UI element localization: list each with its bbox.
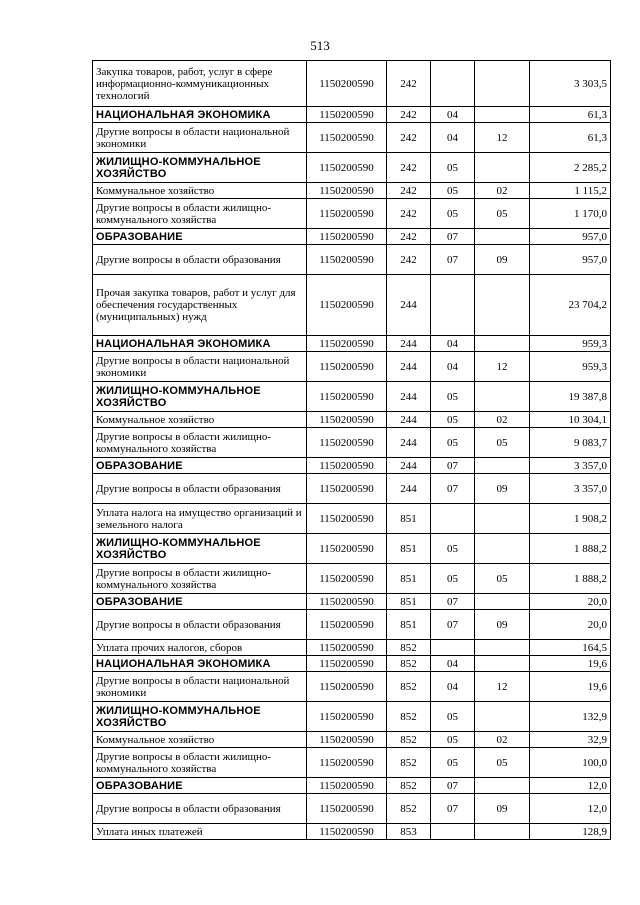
row-csr-cell: 1150200590 xyxy=(307,534,387,564)
row-csr-cell: 1150200590 xyxy=(307,428,387,458)
row-csr-cell: 1150200590 xyxy=(307,748,387,778)
row-name-cell: Уплата иных платежей xyxy=(93,824,307,840)
row-csr-cell: 1150200590 xyxy=(307,245,387,275)
row-pr-cell: 02 xyxy=(475,732,530,748)
row-rz-cell: 04 xyxy=(431,352,475,382)
row-pr-cell xyxy=(475,61,530,107)
row-csr-cell: 1150200590 xyxy=(307,672,387,702)
row-csr-cell: 1150200590 xyxy=(307,824,387,840)
row-csr-cell: 1150200590 xyxy=(307,794,387,824)
row-csr-cell: 1150200590 xyxy=(307,183,387,199)
row-vr-cell: 852 xyxy=(387,778,431,794)
table-row xyxy=(93,275,611,336)
row-rz-cell: 05 xyxy=(431,382,475,412)
row-pr-cell: 02 xyxy=(475,183,530,199)
row-vr-cell: 244 xyxy=(387,474,431,504)
row-rz-cell: 05 xyxy=(431,564,475,594)
row-csr-cell: 1150200590 xyxy=(307,123,387,153)
row-csr-cell: 1150200590 xyxy=(307,656,387,672)
row-rz-cell: 07 xyxy=(431,474,475,504)
table-row xyxy=(93,428,611,458)
row-name-cell: Другие вопросы в области образования xyxy=(93,794,307,824)
row-rz-cell: 04 xyxy=(431,656,475,672)
row-rz-cell: 05 xyxy=(431,748,475,778)
row-amount-cell: 1 888,2 xyxy=(530,564,611,594)
row-csr-cell: 1150200590 xyxy=(307,702,387,732)
row-pr-cell: 09 xyxy=(475,794,530,824)
row-pr-cell xyxy=(475,336,530,352)
row-csr-cell: 1150200590 xyxy=(307,382,387,412)
table-row xyxy=(93,229,611,245)
table-row xyxy=(93,382,611,412)
row-vr-cell: 244 xyxy=(387,458,431,474)
row-pr-cell xyxy=(475,640,530,656)
table-row xyxy=(93,594,611,610)
table-row xyxy=(93,199,611,229)
row-amount-cell: 12,0 xyxy=(530,778,611,794)
page-number: 513 xyxy=(310,38,330,53)
row-rz-cell: 05 xyxy=(431,199,475,229)
row-pr-cell: 05 xyxy=(475,564,530,594)
row-amount-cell: 959,3 xyxy=(530,336,611,352)
row-vr-cell: 242 xyxy=(387,153,431,183)
row-vr-cell: 244 xyxy=(387,412,431,428)
row-name-cell: Другие вопросы в области жилищно-коммунального хозяйства xyxy=(93,428,307,458)
row-amount-cell: 1 888,2 xyxy=(530,534,611,564)
row-pr-cell xyxy=(475,153,530,183)
row-vr-cell: 242 xyxy=(387,107,431,123)
row-amount-cell: 3 303,5 xyxy=(530,61,611,107)
row-rz-cell: 04 xyxy=(431,672,475,702)
table-row xyxy=(93,183,611,199)
row-rz-cell: 07 xyxy=(431,610,475,640)
row-csr-cell: 1150200590 xyxy=(307,153,387,183)
row-rz-cell: 07 xyxy=(431,245,475,275)
row-pr-cell xyxy=(475,229,530,245)
table-row xyxy=(93,794,611,824)
row-csr-cell: 1150200590 xyxy=(307,199,387,229)
row-amount-cell: 32,9 xyxy=(530,732,611,748)
row-pr-cell: 12 xyxy=(475,672,530,702)
row-pr-cell xyxy=(475,458,530,474)
row-rz-cell: 05 xyxy=(431,412,475,428)
row-amount-cell: 3 357,0 xyxy=(530,474,611,504)
row-vr-cell: 244 xyxy=(387,336,431,352)
table-row xyxy=(93,640,611,656)
row-vr-cell: 851 xyxy=(387,504,431,534)
row-vr-cell: 852 xyxy=(387,656,431,672)
row-name-cell: НАЦИОНАЛЬНАЯ ЭКОНОМИКА xyxy=(93,107,307,123)
table-row xyxy=(93,702,611,732)
row-rz-cell: 05 xyxy=(431,183,475,199)
row-amount-cell: 132,9 xyxy=(530,702,611,732)
row-vr-cell: 852 xyxy=(387,794,431,824)
row-name-cell: Другие вопросы в области образования xyxy=(93,474,307,504)
row-rz-cell: 05 xyxy=(431,428,475,458)
row-amount-cell: 1 170,0 xyxy=(530,199,611,229)
row-vr-cell: 851 xyxy=(387,534,431,564)
table-row xyxy=(93,504,611,534)
row-name-cell: Закупка товаров, работ, услуг в сфере информационно-коммуникационных технологий xyxy=(93,61,307,107)
row-name-cell: Коммунальное хозяйство xyxy=(93,732,307,748)
row-rz-cell: 05 xyxy=(431,534,475,564)
row-csr-cell: 1150200590 xyxy=(307,610,387,640)
row-pr-cell: 09 xyxy=(475,474,530,504)
row-name-cell: Уплата прочих налогов, сборов xyxy=(93,640,307,656)
row-name-cell: ОБРАЗОВАНИЕ xyxy=(93,778,307,794)
row-vr-cell: 852 xyxy=(387,748,431,778)
row-amount-cell: 9 083,7 xyxy=(530,428,611,458)
row-amount-cell: 100,0 xyxy=(530,748,611,778)
row-rz-cell: 05 xyxy=(431,153,475,183)
row-name-cell: ЖИЛИЩНО-КОММУНАЛЬНОЕ ХОЗЯЙСТВО xyxy=(93,702,307,732)
row-name-cell: ОБРАЗОВАНИЕ xyxy=(93,229,307,245)
row-pr-cell xyxy=(475,778,530,794)
row-rz-cell: 05 xyxy=(431,732,475,748)
table-row xyxy=(93,336,611,352)
row-rz-cell xyxy=(431,504,475,534)
row-vr-cell: 852 xyxy=(387,640,431,656)
row-pr-cell xyxy=(475,594,530,610)
table-row xyxy=(93,672,611,702)
row-pr-cell: 02 xyxy=(475,412,530,428)
row-pr-cell: 05 xyxy=(475,428,530,458)
table-row xyxy=(93,153,611,183)
row-amount-cell: 1 115,2 xyxy=(530,183,611,199)
row-amount-cell: 20,0 xyxy=(530,594,611,610)
table-row xyxy=(93,352,611,382)
row-name-cell: Другие вопросы в области национальной экономики xyxy=(93,123,307,153)
row-csr-cell: 1150200590 xyxy=(307,640,387,656)
row-vr-cell: 851 xyxy=(387,594,431,610)
table-body xyxy=(93,61,611,840)
row-rz-cell: 07 xyxy=(431,458,475,474)
row-pr-cell xyxy=(475,534,530,564)
row-pr-cell: 09 xyxy=(475,610,530,640)
table-row xyxy=(93,564,611,594)
row-name-cell: Другие вопросы в области образования xyxy=(93,245,307,275)
row-csr-cell: 1150200590 xyxy=(307,594,387,610)
row-rz-cell: 07 xyxy=(431,778,475,794)
table-row xyxy=(93,245,611,275)
row-rz-cell: 04 xyxy=(431,123,475,153)
row-rz-cell xyxy=(431,275,475,336)
row-rz-cell xyxy=(431,640,475,656)
row-pr-cell xyxy=(475,275,530,336)
table-row xyxy=(93,778,611,794)
table-row xyxy=(93,123,611,153)
row-name-cell: Уплата налога на имущество организаций и земельного налога xyxy=(93,504,307,534)
row-pr-cell: 05 xyxy=(475,748,530,778)
row-csr-cell: 1150200590 xyxy=(307,229,387,245)
row-amount-cell: 19,6 xyxy=(530,672,611,702)
row-vr-cell: 851 xyxy=(387,564,431,594)
row-amount-cell: 128,9 xyxy=(530,824,611,840)
row-rz-cell: 07 xyxy=(431,794,475,824)
row-amount-cell: 12,0 xyxy=(530,794,611,824)
row-pr-cell xyxy=(475,107,530,123)
row-csr-cell: 1150200590 xyxy=(307,504,387,534)
row-name-cell: Коммунальное хозяйство xyxy=(93,412,307,428)
row-name-cell: Другие вопросы в области национальной экономики xyxy=(93,672,307,702)
table-row xyxy=(93,656,611,672)
row-rz-cell xyxy=(431,61,475,107)
table-row xyxy=(93,534,611,564)
row-csr-cell: 1150200590 xyxy=(307,474,387,504)
row-name-cell: ОБРАЗОВАНИЕ xyxy=(93,594,307,610)
table-row xyxy=(93,61,611,107)
row-csr-cell: 1150200590 xyxy=(307,564,387,594)
row-amount-cell: 3 357,0 xyxy=(530,458,611,474)
row-amount-cell: 20,0 xyxy=(530,610,611,640)
row-vr-cell: 853 xyxy=(387,824,431,840)
table-row xyxy=(93,474,611,504)
row-name-cell: Другие вопросы в области образования xyxy=(93,610,307,640)
row-amount-cell: 164,5 xyxy=(530,640,611,656)
row-vr-cell: 242 xyxy=(387,245,431,275)
row-rz-cell: 07 xyxy=(431,229,475,245)
row-vr-cell: 852 xyxy=(387,732,431,748)
row-pr-cell: 05 xyxy=(475,199,530,229)
row-vr-cell: 244 xyxy=(387,275,431,336)
row-csr-cell: 1150200590 xyxy=(307,732,387,748)
row-name-cell: ОБРАЗОВАНИЕ xyxy=(93,458,307,474)
row-vr-cell: 242 xyxy=(387,229,431,245)
row-vr-cell: 244 xyxy=(387,428,431,458)
table-row xyxy=(93,412,611,428)
row-pr-cell: 12 xyxy=(475,123,530,153)
row-csr-cell: 1150200590 xyxy=(307,352,387,382)
row-amount-cell: 957,0 xyxy=(530,245,611,275)
table-row xyxy=(93,107,611,123)
table-row xyxy=(93,732,611,748)
row-pr-cell: 09 xyxy=(475,245,530,275)
row-vr-cell: 242 xyxy=(387,61,431,107)
row-amount-cell: 61,3 xyxy=(530,107,611,123)
row-vr-cell: 242 xyxy=(387,123,431,153)
row-pr-cell xyxy=(475,656,530,672)
row-amount-cell: 959,3 xyxy=(530,352,611,382)
row-rz-cell xyxy=(431,824,475,840)
row-vr-cell: 852 xyxy=(387,672,431,702)
row-amount-cell: 10 304,1 xyxy=(530,412,611,428)
row-vr-cell: 244 xyxy=(387,352,431,382)
row-name-cell: НАЦИОНАЛЬНАЯ ЭКОНОМИКА xyxy=(93,336,307,352)
row-amount-cell: 19,6 xyxy=(530,656,611,672)
row-name-cell: Другие вопросы в области жилищно-коммунального хозяйства xyxy=(93,564,307,594)
row-pr-cell xyxy=(475,504,530,534)
row-rz-cell: 04 xyxy=(431,336,475,352)
table-row xyxy=(93,748,611,778)
row-name-cell: Другие вопросы в области жилищно-коммунального хозяйства xyxy=(93,199,307,229)
row-csr-cell: 1150200590 xyxy=(307,458,387,474)
row-amount-cell: 23 704,2 xyxy=(530,275,611,336)
row-rz-cell: 05 xyxy=(431,702,475,732)
row-vr-cell: 242 xyxy=(387,199,431,229)
row-pr-cell xyxy=(475,824,530,840)
row-name-cell: Прочая закупка товаров, работ и услуг для обеспечения государственных (муниципальных) нужд xyxy=(93,275,307,336)
row-vr-cell: 244 xyxy=(387,382,431,412)
table-row xyxy=(93,458,611,474)
row-name-cell: ЖИЛИЩНО-КОММУНАЛЬНОЕ ХОЗЯЙСТВО xyxy=(93,382,307,412)
row-amount-cell: 1 908,2 xyxy=(530,504,611,534)
row-name-cell: ЖИЛИЩНО-КОММУНАЛЬНОЕ ХОЗЯЙСТВО xyxy=(93,153,307,183)
row-csr-cell: 1150200590 xyxy=(307,61,387,107)
row-rz-cell: 07 xyxy=(431,594,475,610)
row-name-cell: НАЦИОНАЛЬНАЯ ЭКОНОМИКА xyxy=(93,656,307,672)
row-amount-cell: 2 285,2 xyxy=(530,153,611,183)
row-csr-cell: 1150200590 xyxy=(307,336,387,352)
row-vr-cell: 242 xyxy=(387,183,431,199)
row-name-cell: Другие вопросы в области национальной экономики xyxy=(93,352,307,382)
row-pr-cell: 12 xyxy=(475,352,530,382)
row-vr-cell: 851 xyxy=(387,610,431,640)
row-amount-cell: 19 387,8 xyxy=(530,382,611,412)
row-rz-cell: 04 xyxy=(431,107,475,123)
row-csr-cell: 1150200590 xyxy=(307,778,387,794)
row-pr-cell xyxy=(475,382,530,412)
row-vr-cell: 852 xyxy=(387,702,431,732)
row-pr-cell xyxy=(475,702,530,732)
budget-table xyxy=(92,60,611,840)
row-amount-cell: 61,3 xyxy=(530,123,611,153)
row-csr-cell: 1150200590 xyxy=(307,412,387,428)
row-csr-cell: 1150200590 xyxy=(307,107,387,123)
row-name-cell: Коммунальное хозяйство xyxy=(93,183,307,199)
row-name-cell: ЖИЛИЩНО-КОММУНАЛЬНОЕ ХОЗЯЙСТВО xyxy=(93,534,307,564)
row-name-cell: Другие вопросы в области жилищно-коммунального хозяйства xyxy=(93,748,307,778)
row-csr-cell: 1150200590 xyxy=(307,275,387,336)
table-row xyxy=(93,824,611,840)
row-amount-cell: 957,0 xyxy=(530,229,611,245)
table-row xyxy=(93,610,611,640)
